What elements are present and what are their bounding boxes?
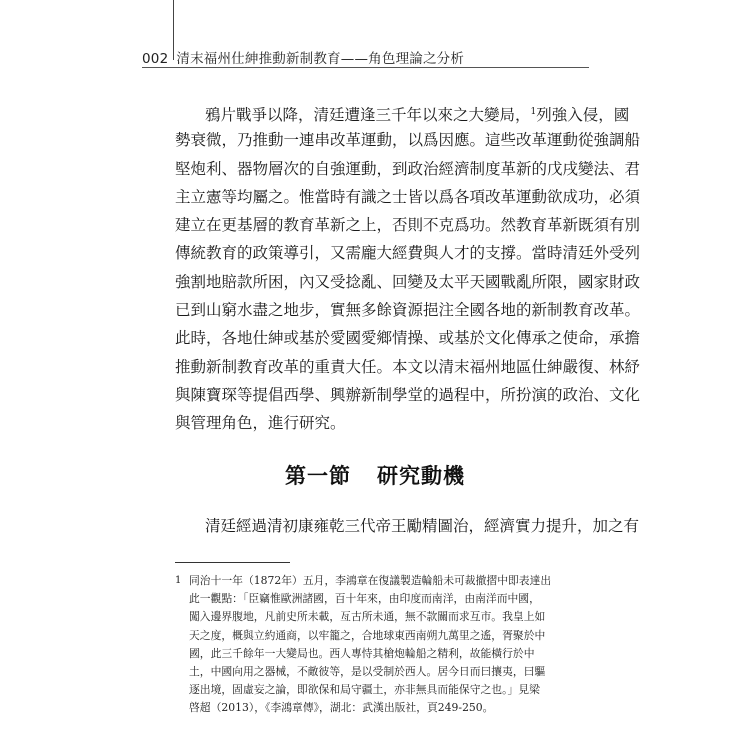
body-line: 鴉片戰爭以降，清廷遭逢三千年以來之大變局，$^1$列強入侵，國 [205,106,630,124]
body-line: 推動新制教育改革的重責大任。本文以清末福州地區仕紳嚴復、林紓 [175,357,641,376]
running-header [142,47,464,67]
footnote-line: 闖入邊界腹地，凡前史所未載，亙古所未通，無不款關而求互市。我皇上如 [189,610,546,624]
footnote-line: 國，此三千餘年一大變局也。西人專恃其槍炮輪船之精利，故能橫行於中 [189,646,535,660]
continuation-line: 清廷經過清初康雍乾三代帝王勵精圖治，經濟實力提升，加之有 [205,517,640,535]
footnote-line: 土，中國向用之器械，不敵彼等，是以受制於西人。居今日而曰攘夷，曰驅 [189,665,546,679]
section-number: 第一節 [285,464,351,488]
footnote [175,572,590,718]
body-line: 此時，各地仕紳或基於愛國愛鄉情操、或基於文化傳承之使命，承擔 [175,329,641,348]
footnote-line: 逐出境，固虛妄之論，即欲保和局守疆土，亦非無具而能保守之也。」見梁 [189,683,540,697]
header-rule [142,67,589,68]
footnote-rule [175,562,290,563]
body-line: 已到山窮水盡之地步，實無多餘資源挹注全國各地的新制教育改革。 [175,301,641,320]
body-line: 與陳寶琛等提倡西學、興辦新制學堂的過程中，所扮演的政治、文化 [175,385,641,404]
footnote-line: 此一觀點：「臣竊惟歐洲諸國，百十年來，由印度而南洋，由南洋而中國， [189,592,540,606]
body-line: 與管理角色，進行研究。 [175,414,346,433]
body-line: 勢衰微，乃推動一連串改革運動，以爲因應。這些改革運動從強調船 [175,131,641,150]
footnote-line: 同治十一年（1872年）五月，李鴻章在復議製造輪船未可裁撤摺中即表達出 [189,574,552,587]
page-number: 002 [142,51,169,67]
body-line: 堅炮利、器物層次的自強運動，到政治經濟制度革新的戊戌變法、君 [175,159,641,178]
body-line: 強割地賠款所困，內又受捻亂、回變及太平天國戰亂所限，國家財政 [175,272,641,291]
body-line: 傳統教育的政策導引，又需龐大經費與人才的支撐。當時清廷外受列 [175,244,641,263]
body-line: 建立在更基層的教育革新之上，否則不克爲功。然教育革新既須有別 [175,216,641,235]
body-paragraph [175,98,641,438]
footnote-line: 啓超（2013），《李鴻章傳》，湖北：武漢出版社，頁249-250。 [189,701,494,715]
footnote-number: 1 [175,575,182,586]
footnote-ref[interactable]: 1 [530,107,537,117]
section-title: 研究動機 [377,464,465,488]
section-heading [0,460,750,490]
footnote-line: 天之度，概與立約通商，以牢籠之，合地球東西南朔九萬里之遙，胥聚於中 [189,628,546,642]
body-line: 主立憲等均屬之。惟當時有識之士皆以爲各項改革運動欲成功，必須 [175,187,641,206]
running-title: 清末福州仕紳推動新制教育——角色理論之分析 [176,51,465,67]
